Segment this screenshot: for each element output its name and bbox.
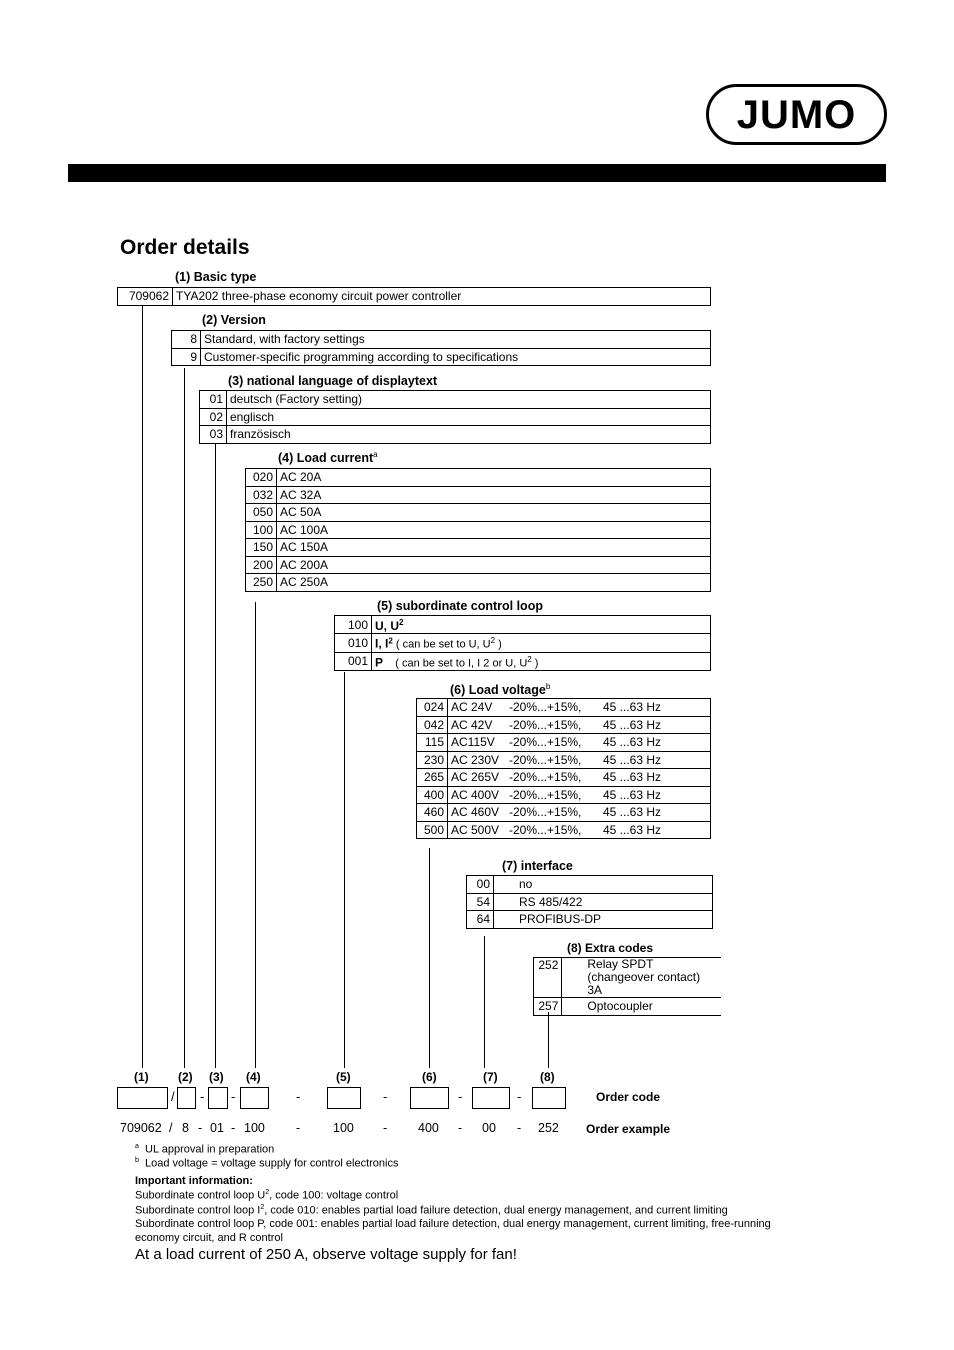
example-value: -: [458, 1121, 463, 1135]
table-row: [417, 804, 711, 822]
table-extra-codes: [533, 957, 721, 1016]
desc-cell: englisch: [227, 408, 711, 426]
desc-cell: AC 50A: [277, 504, 711, 522]
desc-cell: PROFIBUS-DP: [494, 911, 713, 929]
example-value: -: [383, 1121, 388, 1135]
desc-cell: französisch: [227, 426, 711, 444]
connector-line: [184, 368, 185, 1068]
order-label: (4): [246, 1070, 261, 1084]
table-control-loop: [334, 615, 711, 671]
order-label: (6): [422, 1070, 437, 1084]
desc-cell: P ( can be set to I, I 2 or U, $U^2$ ): [372, 652, 711, 671]
desc-cell: AC 250A: [277, 574, 711, 592]
tolerance-cell: -20%...+15%,: [506, 751, 600, 769]
connector-line: [429, 848, 430, 1068]
section-title-control-loop: (5) subordinate control loop: [377, 599, 543, 613]
code-cell: 02: [200, 408, 227, 426]
example-value: -: [517, 1121, 522, 1135]
table-row: [467, 911, 713, 929]
code-cell: 250: [246, 574, 277, 592]
order-code-box-5: [327, 1087, 361, 1109]
order-code-label: Order code: [596, 1090, 661, 1104]
table-row: [417, 786, 711, 804]
code-cell: 001: [335, 652, 372, 671]
table-row: [118, 288, 711, 306]
desc-cell: no: [494, 876, 713, 894]
code-cell: 01: [200, 391, 227, 409]
table-row: [417, 751, 711, 769]
desc-cell: AC 100A: [277, 521, 711, 539]
order-label: (1): [134, 1070, 149, 1084]
table-row: [200, 408, 711, 426]
table-basic-type: [117, 287, 711, 306]
desc-cell: TYA202 three-phase economy circuit power controller: [173, 288, 711, 306]
code-cell: 024: [417, 699, 448, 717]
fan-warning: At a load current of 250 A, observe voltage supply for fan!: [135, 1246, 517, 1263]
order-code-box-4: [240, 1087, 269, 1109]
voltage-cell: AC 500V: [448, 821, 507, 839]
desc-cell: RS 485/422: [494, 893, 713, 911]
desc-cell: AC 150A: [277, 539, 711, 557]
table-row: [417, 699, 711, 717]
connector-line: [484, 936, 485, 1068]
table-row: [246, 521, 711, 539]
order-label: (5): [336, 1070, 351, 1084]
table-row: [534, 958, 722, 998]
code-cell: 03: [200, 426, 227, 444]
order-code-box-7: [472, 1087, 510, 1109]
code-cell: 200: [246, 556, 277, 574]
code-cell: 460: [417, 804, 448, 822]
table-row: [335, 652, 711, 671]
example-value: /: [169, 1121, 173, 1135]
desc-cell: U, $U^2$: [372, 616, 711, 634]
code-cell: 042: [417, 716, 448, 734]
table-row: [534, 998, 722, 1016]
desc-cell: AC 20A: [277, 469, 711, 487]
order-label: (2): [178, 1070, 193, 1084]
example-value: 252: [538, 1121, 559, 1135]
freq-cell: 45 ...63 Hz: [600, 751, 711, 769]
table-row: [172, 348, 711, 366]
connector-line: [344, 672, 345, 1068]
footnote: $^a$ UL approval in preparation: [135, 1143, 275, 1156]
table-language: [199, 390, 711, 444]
voltage-cell: AC 230V: [448, 751, 507, 769]
example-value: -: [296, 1121, 301, 1135]
jumo-logo-graphic: [706, 84, 887, 145]
table-row: [200, 426, 711, 444]
section-title-extra-codes: (8) Extra codes: [567, 941, 654, 955]
voltage-cell: AC 24V: [448, 699, 507, 717]
table-row: [172, 331, 711, 349]
code-cell: 257: [534, 998, 562, 1016]
table-row: [246, 504, 711, 522]
important-line: Subordinate control loop $U^2$, code 100: voltage control: [135, 1189, 399, 1202]
code-cell: 150: [246, 539, 277, 557]
section-title-version: (2) Version: [202, 313, 266, 327]
important-line: economy circuit, and R control: [135, 1232, 283, 1244]
voltage-cell: AC 265V: [448, 769, 507, 787]
table-row: [246, 539, 711, 557]
code-cell: 64: [467, 911, 494, 929]
tolerance-cell: -20%...+15%,: [506, 786, 600, 804]
code-cell: 00: [467, 876, 494, 894]
example-value: 01: [210, 1121, 224, 1135]
example-value: 00: [482, 1121, 496, 1135]
footnote-mark: b: [545, 682, 551, 691]
code-cell: 032: [246, 486, 277, 504]
order-separator: /: [171, 1089, 175, 1104]
freq-cell: 45 ...63 Hz: [600, 821, 711, 839]
connector-line: [142, 306, 143, 1068]
desc-cell: Customer-specific programming according to specifications: [201, 348, 711, 366]
table-row: [417, 769, 711, 787]
voltage-cell: AC 460V: [448, 804, 507, 822]
table-load-voltage: [416, 698, 711, 839]
example-value: -: [198, 1121, 203, 1135]
important-line: Subordinate control loop $I^2$, code 010: enables partial load failure detection, dual energy management, and current limiting: [135, 1204, 728, 1217]
table-row: [467, 876, 713, 894]
jumo-logo: [706, 84, 887, 145]
section-title-basic-type: (1) Basic type: [175, 270, 257, 284]
table-version: [171, 330, 711, 366]
table-row: [246, 556, 711, 574]
example-value: -: [231, 1121, 236, 1135]
table-row: [417, 734, 711, 752]
code-cell: 010: [335, 634, 372, 653]
order-code-box-2: [177, 1087, 196, 1109]
section-title-interface: (7) interface: [502, 859, 573, 873]
important-line: Subordinate control loop P, code 001: enables partial load failure detection, dual energy management, current limiting, free-running: [135, 1218, 771, 1230]
voltage-cell: AC 400V: [448, 786, 507, 804]
code-cell: 8: [172, 331, 201, 349]
connector-line: [255, 602, 256, 1068]
tolerance-cell: -20%...+15%,: [506, 804, 600, 822]
example-value: 100: [333, 1121, 354, 1135]
tolerance-cell: -20%...+15%,: [506, 716, 600, 734]
code-cell: 54: [467, 893, 494, 911]
tolerance-cell: -20%...+15%,: [506, 821, 600, 839]
code-cell: 500: [417, 821, 448, 839]
desc-cell: AC 200A: [277, 556, 711, 574]
footnote-mark: a: [373, 450, 378, 459]
example-value: 709062: [120, 1121, 162, 1135]
order-separator: -: [517, 1089, 522, 1104]
section-title-language: (3) national language of displaytext: [228, 374, 438, 388]
tolerance-cell: -20%...+15%,: [506, 699, 600, 717]
order-separator: -: [383, 1089, 388, 1104]
order-code-box-1: [117, 1087, 168, 1109]
code-cell: 115: [417, 734, 448, 752]
code-cell: 100: [335, 616, 372, 634]
table-interface: [466, 875, 713, 929]
logo-text: JUMO: [736, 93, 857, 137]
section-title-load-voltage: (6) Load voltage$^b$: [450, 682, 551, 698]
order-code-box-8: [532, 1087, 566, 1109]
important-title: Important information:: [135, 1175, 253, 1187]
table-row: [417, 821, 711, 839]
freq-cell: 45 ...63 Hz: [600, 786, 711, 804]
freq-cell: 45 ...63 Hz: [600, 716, 711, 734]
order-code-box-6: [410, 1087, 449, 1109]
desc-cell: deutsch (Factory setting): [227, 391, 711, 409]
desc-cell: Relay SPDT (changeover contact) 3A: [562, 958, 721, 998]
code-cell: 265: [417, 769, 448, 787]
code-cell: 020: [246, 469, 277, 487]
desc-cell: AC 32A: [277, 486, 711, 504]
freq-cell: 45 ...63 Hz: [600, 769, 711, 787]
freq-cell: 45 ...63 Hz: [600, 734, 711, 752]
footnote: $^b$ Load voltage = voltage supply for control electronics: [135, 1157, 399, 1170]
freq-cell: 45 ...63 Hz: [600, 699, 711, 717]
tolerance-cell: -20%...+15%,: [506, 734, 600, 752]
order-label: (8): [540, 1070, 555, 1084]
order-separator: -: [231, 1089, 236, 1104]
order-separator: -: [458, 1089, 463, 1104]
header-bar: [68, 164, 886, 182]
desc-cell: Optocoupler: [562, 998, 721, 1016]
table-row: [246, 469, 711, 487]
table-row: [246, 486, 711, 504]
order-separator: -: [296, 1089, 301, 1104]
section-title-load-current: (4) Load current$^a$: [278, 450, 378, 466]
order-label: (3): [209, 1070, 224, 1084]
connector-line: [215, 444, 216, 1068]
code-cell: 400: [417, 786, 448, 804]
order-label: (7): [483, 1070, 498, 1084]
order-code-box-3: [208, 1087, 228, 1109]
example-value: 400: [418, 1121, 439, 1135]
table-row: [335, 616, 711, 634]
example-value: 8: [182, 1121, 189, 1135]
desc-cell: I, $I^2$ ( can be set to U, $U^2$ ): [372, 634, 711, 653]
voltage-cell: AC 42V: [448, 716, 507, 734]
code-cell: 230: [417, 751, 448, 769]
freq-cell: 45 ...63 Hz: [600, 804, 711, 822]
code-cell: 252: [534, 958, 562, 998]
page-title: Order details: [120, 236, 250, 259]
voltage-cell: AC115V: [448, 734, 507, 752]
tolerance-cell: -20%...+15%,: [506, 769, 600, 787]
table-row: [200, 391, 711, 409]
table-row: [467, 893, 713, 911]
connector-line: [548, 1012, 549, 1068]
desc-cell: Standard, with factory settings: [201, 331, 711, 349]
table-row: [335, 634, 711, 653]
table-load-current: [245, 468, 711, 592]
code-cell: 050: [246, 504, 277, 522]
code-cell: 709062: [118, 288, 173, 306]
example-value: 100: [244, 1121, 265, 1135]
order-separator: -: [200, 1089, 205, 1104]
order-example-label: Order example: [586, 1122, 671, 1136]
code-cell: 100: [246, 521, 277, 539]
table-row: [417, 716, 711, 734]
table-row: [246, 574, 711, 592]
code-cell: 9: [172, 348, 201, 366]
